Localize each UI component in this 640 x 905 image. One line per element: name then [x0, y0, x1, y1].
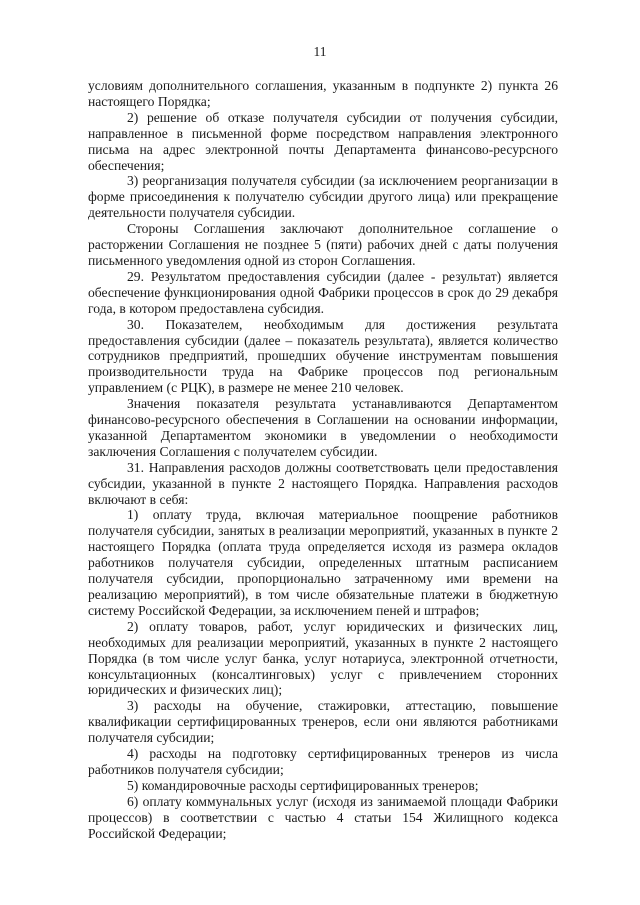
- paragraph: 3) расходы на обучение, стажировки, аттестацию, повышение квалификации сертифицированных тренеров, если они являются работниками получателя субсидии;: [88, 698, 558, 746]
- paragraph: 29. Результатом предоставления субсидии (далее - результат) является обеспечение функционирования одной Фабрики процессов в срок до 29 декабря года, в котором предоставлена субсидия.: [88, 268, 558, 316]
- paragraph: Стороны Соглашения заключают дополнительное соглашение о расторжении Соглашения не позднее 5 (пяти) рабочих дней с даты получения письменного уведомления одной из сторон Соглашения.: [88, 221, 558, 268]
- paragraph: условиям дополнительного соглашения, указанным в подпункте 2) пункта 26 настоящего Порядка;: [88, 78, 558, 109]
- paragraph: 2) решение об отказе получателя субсидии от получения субсидии, направленное в письменной форме посредством направления электронного письма на адрес электронной почты Департамента финансово-ресурсного обеспечения;: [88, 109, 558, 173]
- paragraph: 2) оплату товаров, работ, услуг юридических и физических лиц, необходимых для реализации мероприятий, указанных в пункте 2 настоящего Порядка (в том числе услуг банка, услуг нотариуса, электронной отчетности, консультационных (консалтинговых) услуг с привлечением сторонних юридических и физических лиц);: [88, 618, 558, 698]
- paragraph: 4) расходы на подготовку сертифицированных тренеров из числа работников получателя субсидии;: [88, 746, 558, 777]
- document-body: [88, 78, 558, 842]
- paragraph: 1) оплату труда, включая материальное поощрение работников получателя субсидии, занятых в реализации мероприятий, указанных в пункте 2 настоящего Порядка (оплата труда определяется исходя из размера окладов работников получателя субсидии, определенных штатным расписанием получателя субсидии, пропорционально затраченному ими времени на реализацию мероприятий), в том числе обязательные платежи в бюджетную систему Российской Федерации, за исключением пеней и штрафов;: [88, 507, 558, 618]
- paragraph: 3) реорганизация получателя субсидии (за исключением реорганизации в форме присоединения к получателю субсидии другого лица) или прекращение деятельности получателя субсидии.: [88, 173, 558, 221]
- page-number: 11: [313, 44, 327, 59]
- paragraph: 31. Направления расходов должны соответствовать цели предоставления субсидии, указанной в пункте 2 настоящего Порядка. Направления расходов включают в себя:: [88, 459, 558, 507]
- paragraph: 6) оплату коммунальных услуг (исходя из занимаемой площади Фабрики процессов) в соответствии с частью 4 статьи 154 Жилищного кодекса Российской Федерации;: [88, 793, 558, 841]
- paragraph: Значения показателя результата устанавливаются Департаментом финансово-ресурсного обеспечения в Соглашении на основании информации, указанной Департаментом экономики в уведомлении о необходимости заключения Соглашения с получателем субсидии.: [88, 396, 558, 459]
- paragraph: 30. Показателем, необходимым для достижения результата предоставления субсидии (далее – показатель результата), является количество сотрудников предприятий, прошедших обучение инструментам повышения производительности труда на Фабрике процессов под региональным управлением (с РЦК), в размере не менее 210 человек.: [88, 316, 558, 396]
- paragraph: 5) командировочные расходы сертифицированных тренеров;: [127, 777, 479, 793]
